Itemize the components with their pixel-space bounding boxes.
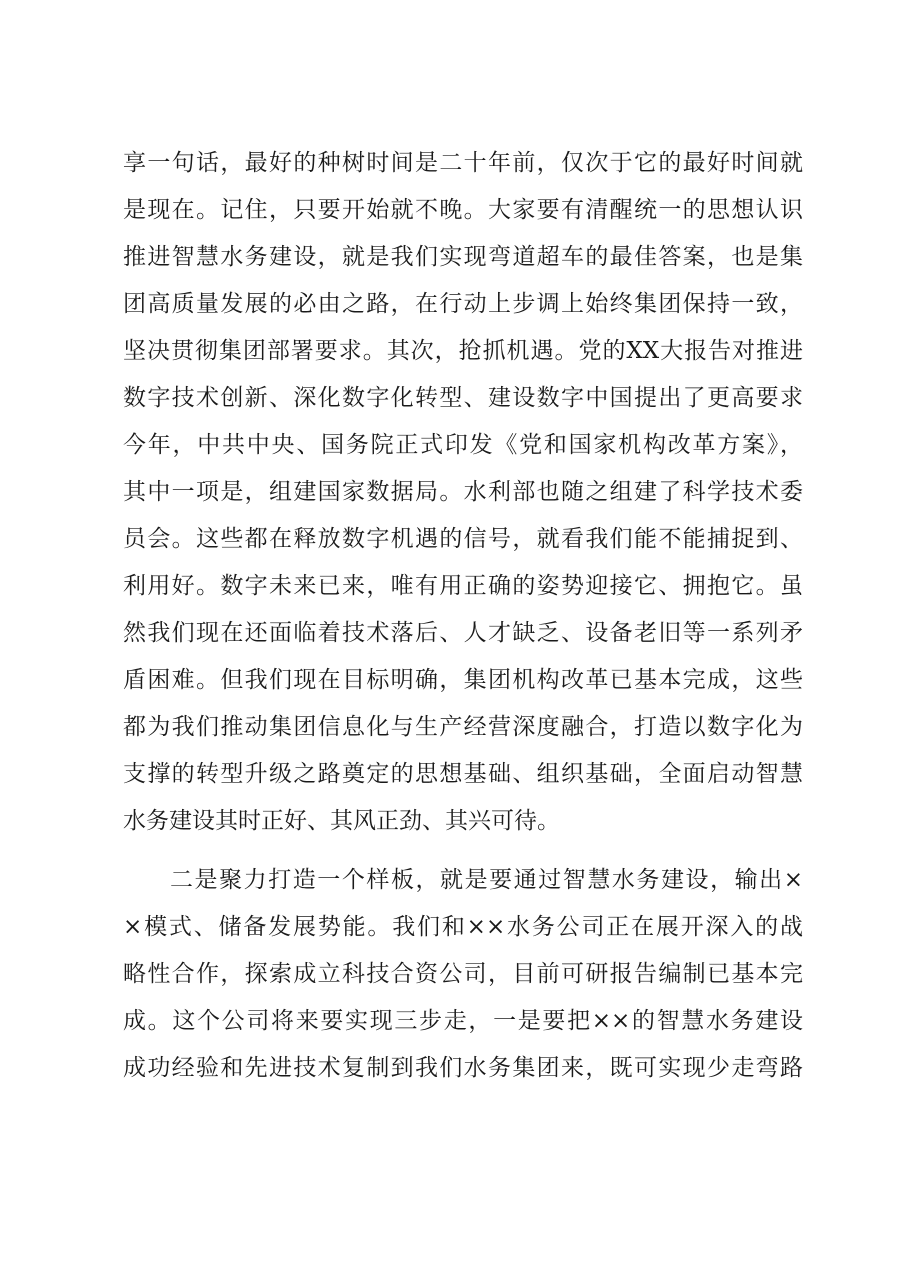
- text-line: 推进智慧水务建设，就是我们实现弯道超车的最佳答案，也是集: [123, 244, 803, 270]
- text-line: 坚决贯彻集团部署要求。其次，抢抓机遇。党的XX大报告对推进: [123, 338, 803, 364]
- text-line: 成功经验和先进技术复制到我们水务集团来，既可实现少走弯路: [123, 1055, 803, 1081]
- text-line: 略性合作，探索成立科技合资公司，目前可研报告编制已基本完: [123, 961, 803, 987]
- text-line: 利用好。数字未来已来，唯有用正确的姿势迎接它、拥抱它。虽: [123, 573, 803, 599]
- text-line: 数字技术创新、深化数字化转型、建设数字中国提出了更高要求: [123, 385, 803, 411]
- text-line: 享一句话，最好的种树时间是二十年前，仅次于它的最好时间就: [123, 150, 803, 176]
- text-line: 其中一项是，组建国家数据局。水利部也随之组建了科学技术委: [123, 479, 803, 505]
- text-line: 成。这个公司将来要实现三步走，一是要把××的智慧水务建设: [123, 1008, 803, 1034]
- text-line: ×模式、储备发展势能。我们和××水务公司正在展开深入的战: [123, 914, 803, 940]
- text-line: 然我们现在还面临着技术落后、人才缺乏、设备老旧等一系列矛: [123, 620, 803, 646]
- text-line: 二是聚力打造一个样板，就是要通过智慧水务建设，输出×: [170, 867, 803, 893]
- text-line: 都为我们推动集团信息化与生产经营深度融合，打造以数字化为: [123, 714, 803, 740]
- text-line: 是现在。记住，只要开始就不晚。大家要有清醒统一的思想认识: [123, 197, 803, 223]
- text-line: 今年，中共中央、国务院正式印发《党和国家机构改革方案》，: [123, 432, 803, 458]
- text-line: 盾困难。但我们现在目标明确，集团机构改革已基本完成，这些: [123, 667, 803, 693]
- text-line: 支撑的转型升级之路奠定的思想基础、组织基础，全面启动智慧: [123, 761, 803, 787]
- document-body: [123, 140, 803, 1092]
- paragraph-2: [123, 857, 803, 1092]
- text-line: 水务建设其时正好、其风正劲、其兴可待。: [123, 808, 560, 834]
- text-line: 团高质量发展的必由之路，在行动上步调上始终集团保持一致，: [123, 291, 803, 317]
- paragraph-spacer: [123, 845, 803, 857]
- paragraph-1: [123, 140, 803, 845]
- text-line: 员会。这些都在释放数字机遇的信号，就看我们能不能捕捉到、: [123, 526, 803, 552]
